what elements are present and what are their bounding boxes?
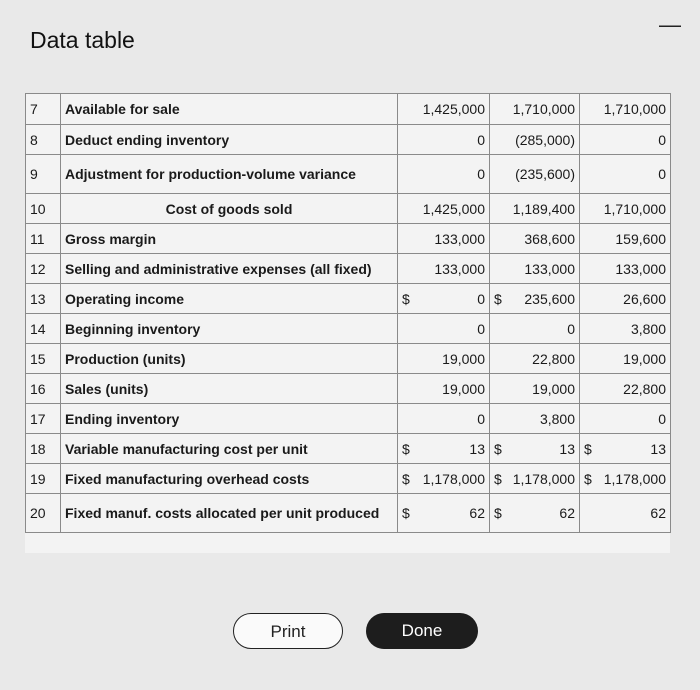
close-icon[interactable]: — bbox=[659, 12, 681, 37]
cell-value: 19,000 bbox=[623, 350, 666, 367]
value-cell bbox=[398, 404, 490, 434]
value-cell bbox=[398, 344, 490, 374]
row-number: 20 bbox=[26, 494, 61, 533]
row-number: 8 bbox=[26, 125, 61, 155]
value-cell bbox=[490, 404, 580, 434]
cell-value: 13 bbox=[559, 440, 575, 457]
cell-value: 62 bbox=[650, 505, 666, 521]
value-cell bbox=[580, 94, 671, 125]
value-cell bbox=[580, 284, 671, 314]
value-cell bbox=[580, 434, 671, 464]
row-number: 9 bbox=[26, 155, 61, 194]
row-label: Ending inventory bbox=[61, 404, 398, 434]
cell-value: 0 bbox=[477, 320, 485, 337]
row-label: Adjustment for production-volume variance bbox=[61, 155, 398, 194]
value-cell bbox=[398, 254, 490, 284]
dialog-title: Data table bbox=[30, 27, 135, 53]
value-cell bbox=[398, 194, 490, 224]
table-row bbox=[26, 314, 671, 344]
table-row bbox=[26, 404, 671, 434]
value-cell bbox=[580, 314, 671, 344]
value-cell bbox=[398, 434, 490, 464]
cell-value: 1,178,000 bbox=[512, 470, 575, 487]
data-table bbox=[25, 93, 671, 533]
value-cell bbox=[398, 125, 490, 155]
currency-symbol: $ bbox=[494, 290, 502, 307]
value-cell bbox=[580, 494, 671, 533]
cell-value: 22,800 bbox=[532, 350, 575, 367]
currency-symbol: $ bbox=[402, 505, 410, 521]
value-cell bbox=[490, 284, 580, 314]
table-row bbox=[26, 94, 671, 125]
value-cell bbox=[580, 254, 671, 284]
table-row bbox=[26, 344, 671, 374]
done-button[interactable]: Done bbox=[366, 613, 478, 649]
cell-value: 133,000 bbox=[524, 260, 575, 277]
value-cell bbox=[490, 464, 580, 494]
cell-value: (235,600) bbox=[515, 166, 575, 182]
value-cell bbox=[490, 155, 580, 194]
cell-value: 1,178,000 bbox=[422, 470, 485, 487]
row-number: 13 bbox=[26, 284, 61, 314]
value-cell bbox=[398, 284, 490, 314]
table-row bbox=[26, 224, 671, 254]
row-number: 16 bbox=[26, 374, 61, 404]
cell-value: 13 bbox=[469, 440, 485, 457]
cell-value: 0 bbox=[658, 410, 666, 427]
currency-symbol: $ bbox=[402, 290, 410, 307]
value-cell bbox=[580, 344, 671, 374]
cell-value: 0 bbox=[658, 131, 666, 148]
value-cell bbox=[398, 374, 490, 404]
cell-value: 1,425,000 bbox=[422, 101, 485, 117]
value-cell bbox=[580, 155, 671, 194]
cell-value: 133,000 bbox=[615, 260, 666, 277]
value-cell bbox=[580, 404, 671, 434]
cell-value: 22,800 bbox=[623, 380, 666, 397]
row-label: Gross margin bbox=[61, 224, 398, 254]
currency-symbol: $ bbox=[494, 470, 502, 487]
cell-value: 26,600 bbox=[623, 290, 666, 307]
value-cell bbox=[580, 374, 671, 404]
cell-value: 368,600 bbox=[524, 230, 575, 247]
row-label: Deduct ending inventory bbox=[61, 125, 398, 155]
row-label: Operating income bbox=[61, 284, 398, 314]
table-row bbox=[26, 155, 671, 194]
row-label: Selling and administrative expenses (all fixed) bbox=[61, 254, 398, 284]
row-label: Production (units) bbox=[61, 344, 398, 374]
cell-value: 0 bbox=[477, 166, 485, 182]
currency-symbol: $ bbox=[494, 505, 502, 521]
currency-symbol: $ bbox=[402, 440, 410, 457]
cell-value: 235,600 bbox=[524, 290, 575, 307]
row-label: Fixed manuf. costs allocated per unit produced bbox=[61, 494, 398, 533]
value-cell bbox=[398, 224, 490, 254]
cell-value: 0 bbox=[477, 290, 485, 307]
value-cell bbox=[490, 374, 580, 404]
row-number: 14 bbox=[26, 314, 61, 344]
cell-value: 1,178,000 bbox=[603, 470, 666, 487]
cell-value: 1,710,000 bbox=[603, 200, 666, 217]
row-number: 15 bbox=[26, 344, 61, 374]
table-row bbox=[26, 125, 671, 155]
row-number: 12 bbox=[26, 254, 61, 284]
data-table-sheet bbox=[25, 93, 670, 553]
cell-value: 0 bbox=[477, 131, 485, 148]
cell-value: 13 bbox=[650, 440, 666, 457]
value-cell bbox=[490, 94, 580, 125]
cell-value: 19,000 bbox=[442, 380, 485, 397]
cell-value: 0 bbox=[567, 320, 575, 337]
value-cell bbox=[490, 224, 580, 254]
value-cell bbox=[490, 314, 580, 344]
row-number: 19 bbox=[26, 464, 61, 494]
cell-value: 3,800 bbox=[539, 410, 575, 427]
row-number: 7 bbox=[26, 94, 61, 125]
value-cell bbox=[398, 155, 490, 194]
value-cell bbox=[580, 194, 671, 224]
currency-symbol: $ bbox=[494, 440, 502, 457]
row-label: Sales (units) bbox=[61, 374, 398, 404]
row-label: Available for sale bbox=[61, 94, 398, 125]
value-cell bbox=[580, 464, 671, 494]
currency-symbol: $ bbox=[584, 470, 592, 487]
cell-value: 19,000 bbox=[442, 350, 485, 367]
value-cell bbox=[490, 254, 580, 284]
cell-value: 133,000 bbox=[434, 260, 485, 277]
cell-value: 1,710,000 bbox=[603, 101, 666, 117]
row-number: 18 bbox=[26, 434, 61, 464]
cell-value: 1,425,000 bbox=[422, 200, 485, 217]
row-label: Cost of goods sold bbox=[61, 194, 398, 224]
row-number: 17 bbox=[26, 404, 61, 434]
currency-symbol: $ bbox=[402, 470, 410, 487]
table-row bbox=[26, 284, 671, 314]
value-cell bbox=[398, 314, 490, 344]
value-cell bbox=[580, 224, 671, 254]
row-label: Beginning inventory bbox=[61, 314, 398, 344]
row-number: 10 bbox=[26, 194, 61, 224]
row-label: Variable manufacturing cost per unit bbox=[61, 434, 398, 464]
cell-value: 62 bbox=[559, 505, 575, 521]
value-cell bbox=[490, 194, 580, 224]
value-cell bbox=[490, 344, 580, 374]
row-number: 11 bbox=[26, 224, 61, 254]
table-row bbox=[26, 494, 671, 533]
table-row bbox=[26, 194, 671, 224]
row-label: Fixed manufacturing overhead costs bbox=[61, 464, 398, 494]
table-row bbox=[26, 434, 671, 464]
cell-value: 1,189,400 bbox=[512, 200, 575, 217]
value-cell bbox=[398, 494, 490, 533]
value-cell bbox=[398, 94, 490, 125]
print-button[interactable]: Print bbox=[233, 613, 343, 649]
table-row bbox=[26, 464, 671, 494]
cell-value: 0 bbox=[477, 410, 485, 427]
cell-value: (285,000) bbox=[515, 131, 575, 148]
cell-value: 0 bbox=[658, 166, 666, 182]
value-cell bbox=[398, 464, 490, 494]
table-row bbox=[26, 374, 671, 404]
value-cell bbox=[490, 494, 580, 533]
cell-value: 159,600 bbox=[615, 230, 666, 247]
cell-value: 19,000 bbox=[532, 380, 575, 397]
currency-symbol: $ bbox=[584, 440, 592, 457]
cell-value: 133,000 bbox=[434, 230, 485, 247]
table-row bbox=[26, 254, 671, 284]
value-cell bbox=[490, 434, 580, 464]
value-cell bbox=[580, 125, 671, 155]
cell-value: 62 bbox=[469, 505, 485, 521]
cell-value: 1,710,000 bbox=[512, 101, 575, 117]
value-cell bbox=[490, 125, 580, 155]
cell-value: 3,800 bbox=[630, 320, 666, 337]
